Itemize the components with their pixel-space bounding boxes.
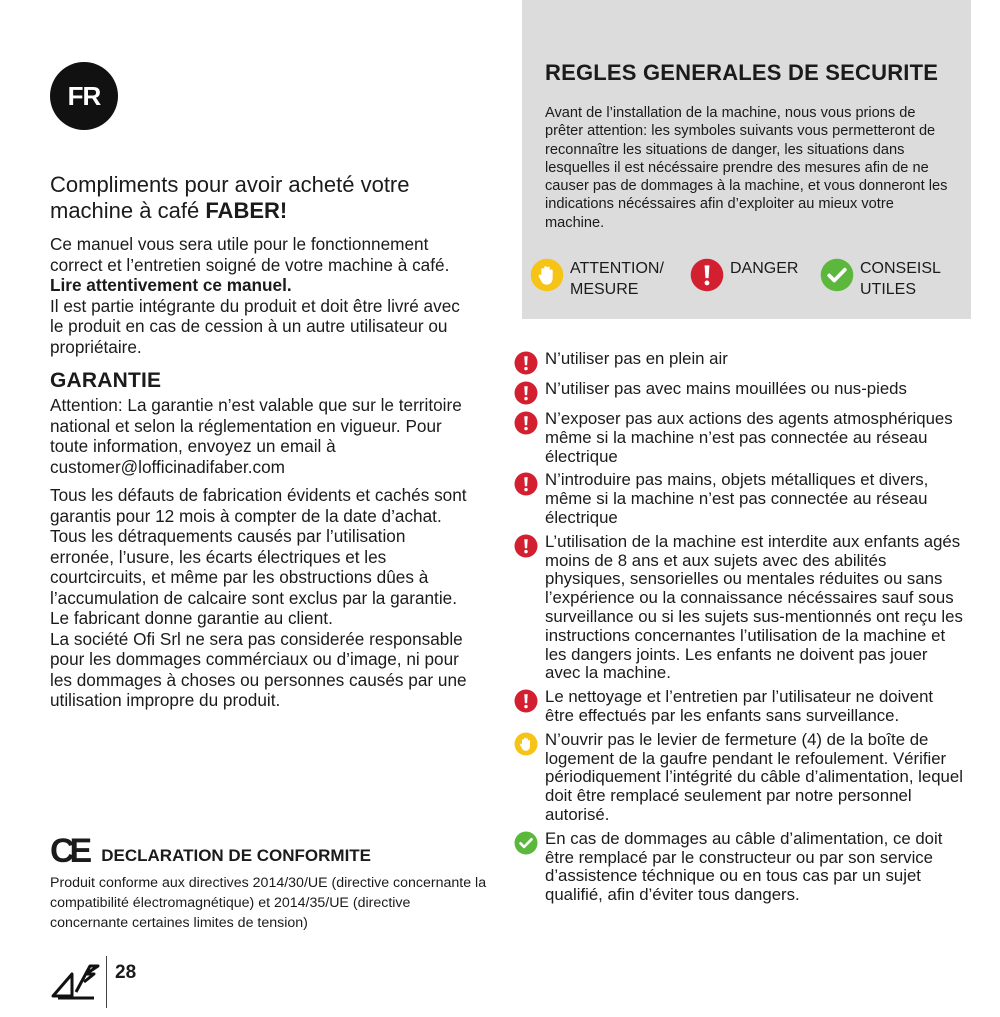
legend-tips-label: CONSEISL UTILES (860, 260, 941, 298)
language-badge: FR (50, 62, 118, 130)
danger-exclamation-icon (514, 472, 538, 496)
intro-paragraph-2: Il est partie intégrante du produit et doit être livré avec le produit en cas de cession à un autre utilisateur ou propriétaire. (50, 295, 460, 357)
footer-divider (106, 956, 107, 1008)
intro-section (50, 172, 470, 719)
safety-rule-text: N’utiliser pas avec mains mouillées ou nus-pieds (545, 379, 907, 398)
legend-danger-label: DANGER (730, 260, 799, 277)
safety-rule (514, 471, 964, 527)
danger-exclamation-icon (514, 689, 538, 713)
warranty-paragraph-4: La société Ofi Srl ne sera pas considerée responsable pour les dommages commérciaux ou d’image, ni pour les dommages à choses ou personnes causés par une utilisation impropre du produit. (50, 628, 467, 710)
tips-check-icon (514, 831, 538, 855)
safety-rule-text: N’introduire pas mains, objets métalliques et divers, même si la machine n’est pas connectée au réseau électrique (545, 470, 929, 527)
intro-headline: Compliments pour avoir acheté votre machine à café FABER! (50, 172, 410, 223)
conformity-title: DECLARATION DE CONFORMITE (101, 846, 372, 865)
legend-attention (530, 258, 664, 300)
danger-exclamation-icon (514, 534, 538, 558)
danger-exclamation-icon (690, 258, 724, 292)
safety-rule (514, 533, 964, 683)
safety-rule (514, 688, 964, 726)
legend-danger (690, 258, 798, 292)
danger-exclamation-icon (514, 381, 538, 405)
legend-attention-label: ATTENTION/ MESURE (570, 260, 664, 298)
warranty-paragraph-3: Le fabricant donne garantie au client. (50, 608, 333, 628)
safety-rule-text: Le nettoyage et l’entretien par l’utilisateur ne doivent être effectués par les enfants sans surveillance. (545, 687, 934, 725)
safety-rule (514, 830, 964, 905)
safety-intro: Avant de l’installation de la machine, nous vous prions de prêter attention: les symboles suivants vous permetteront de reconnaître les situations de danger, les situations dans lesquelles il est nécéssaire prendre des mesures afin de ne causer pas de dommages à la machine, et vous donneront les indications nécéssaires afin d’exploiter au mieux votre machine. (545, 105, 948, 231)
warranty-paragraph-1: Attention: La garantie n’est valable que sur le territoire national et selon la réglementation en vigueur. Pour toute information, envoyez un email à customer@lofficinadifaber.com (50, 395, 462, 477)
page-footer (50, 956, 136, 1008)
read-manual-label: Lire attentivement ce manuel. (50, 275, 292, 295)
conformity-text: Produit conforme aux directives 2014/30/UE (directive concernante la compatibilité électromagnétique) et 2014/35/UE (directive concernante certaines limites de tension) (50, 875, 487, 931)
danger-exclamation-icon (514, 411, 538, 435)
conformity-heading (50, 832, 490, 870)
faber-logo-icon (50, 962, 100, 1002)
safety-rule-text: N’utiliser pas en plein air (545, 349, 728, 368)
safety-rule (514, 410, 964, 466)
safety-panel (522, 0, 971, 319)
safety-rule (514, 731, 964, 825)
attention-hand-icon (530, 258, 564, 292)
safety-rule-text: N’ouvrir pas le levier de fermeture (4) de la boîte de logement de la gaufre pendant le refoulement. Vérifier périodiquement l’intégrité du câble d’alimentation, lequel doit être remplacé seulement par notre personnel autorisé. (545, 729, 963, 824)
intro-paragraph: Ce manuel vous sera utile pour le fonctionnement correct et l’entretien soigné de votre machine à café. (50, 234, 450, 275)
safety-rules-list (514, 350, 964, 910)
safety-title: REGLES GENERALES DE SECURITE (545, 60, 939, 85)
safety-rule (514, 350, 964, 375)
ce-mark-icon: CE (50, 832, 88, 870)
warranty-title: GARANTIE (50, 369, 162, 392)
tips-check-icon (820, 258, 854, 292)
safety-rule-text: L’utilisation de la machine est interdite aux enfants agés moins de 8 ans et aux sujets avec des abilités physiques, sensorielles ou mentales réduites ou sans l’expérience ou la connaissance nécéssaires sauf sous surveillance ou si les sujets sus-mentionnés ont reçu les instructions concernantes l’utilisation de la machine et les dangers joints. Les enfants ne doivent pas jouer avec la machine. (545, 531, 963, 683)
legend-tips (820, 258, 941, 300)
danger-exclamation-icon (514, 351, 538, 375)
safety-rule-text: N’exposer pas aux actions des agents atmosphériques même si la machine n’est pas connectée au réseau électrique (545, 409, 953, 466)
attention-hand-icon (514, 732, 538, 756)
page-number: 28 (115, 962, 137, 983)
safety-rule-text: En cas de dommages au câble d’alimentation, ce doit être remplacé par le constructeur ou par son service d’assistence téchnique ou en tous cas par un sujet qualifié, afin d’éviter tous dangers. (545, 828, 943, 905)
safety-rule (514, 380, 964, 405)
brand-name: FABER! (205, 198, 288, 223)
warranty-paragraph-2: Tous les défauts de fabrication évidents et cachés sont garantis pour 12 mois à compter de la date d’achat. Tous les détraquements causés par l’utilisation erronée, l’usure, les écarts électriques et les courtcircuits, et même par les obstructions dûes à l’accumulation de calcaire sont exclus par la garantie. (50, 485, 467, 608)
